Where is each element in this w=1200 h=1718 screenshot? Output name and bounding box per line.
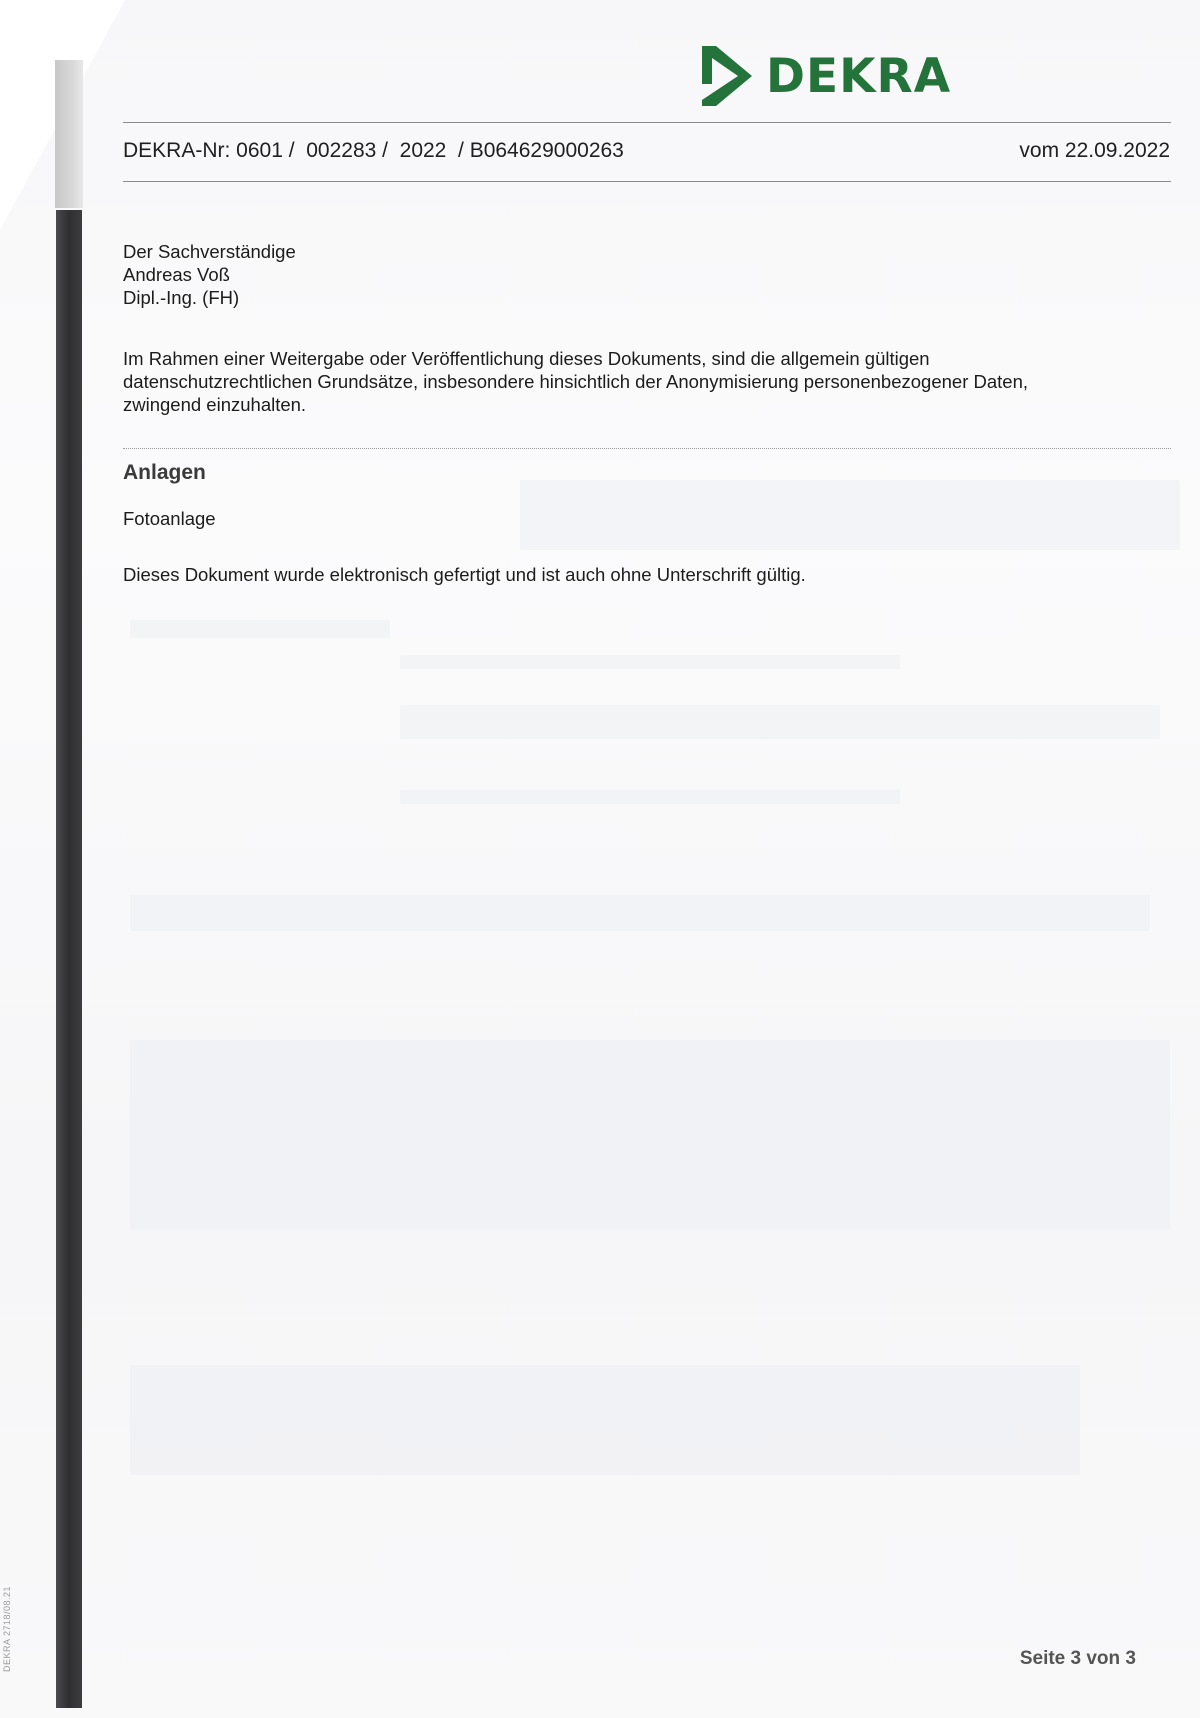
signatory-degree: Dipl.-Ing. (FH): [123, 287, 240, 308]
signatory-title: Der Sachverständige: [123, 241, 296, 262]
privacy-notice: [123, 347, 1028, 416]
scan-edge-dark: [56, 210, 82, 1708]
privacy-notice-line: zwingend einzuhalten.: [123, 394, 307, 415]
signatory-block: [123, 240, 296, 309]
validity-note-text: Dieses Dokument wurde elektronisch gefertigt und ist auch ohne Unterschrift gültig.: [123, 564, 806, 585]
privacy-notice-line: Im Rahmen einer Weitergabe oder Veröffentlichung dieses Dokuments, sind die allgemein gültigen: [123, 348, 930, 369]
form-code: DEKRA 2718/08.21: [2, 1585, 12, 1672]
dekra-chevron-icon: [700, 44, 756, 108]
document-date: vom 22.09.2022: [1019, 139, 1170, 162]
document-number: DEKRA-Nr: 0601 / 002283 / 2022 / B064629000263: [123, 139, 624, 162]
attachments-heading: Anlagen: [123, 461, 206, 484]
validity-note: [123, 563, 806, 586]
logo-wordmark: DEKRA: [766, 48, 952, 104]
signatory-name: Andreas Voß: [123, 264, 230, 285]
privacy-notice-line: datenschutzrechtlichen Grundsätze, insbesondere hinsichtlich der Anonymisierung personenbezogener Daten,: [123, 371, 1029, 392]
page-number: Seite 3 von 3: [1019, 1648, 1136, 1669]
header-top-rule: [123, 122, 1171, 123]
attachment-label: Fotoanlage: [123, 508, 216, 529]
scan-edge-light: [55, 60, 83, 208]
header-bottom-rule: [123, 181, 1171, 182]
attachment-item: [123, 507, 216, 530]
section-divider: [123, 448, 1171, 449]
dekra-logo: [700, 44, 951, 108]
